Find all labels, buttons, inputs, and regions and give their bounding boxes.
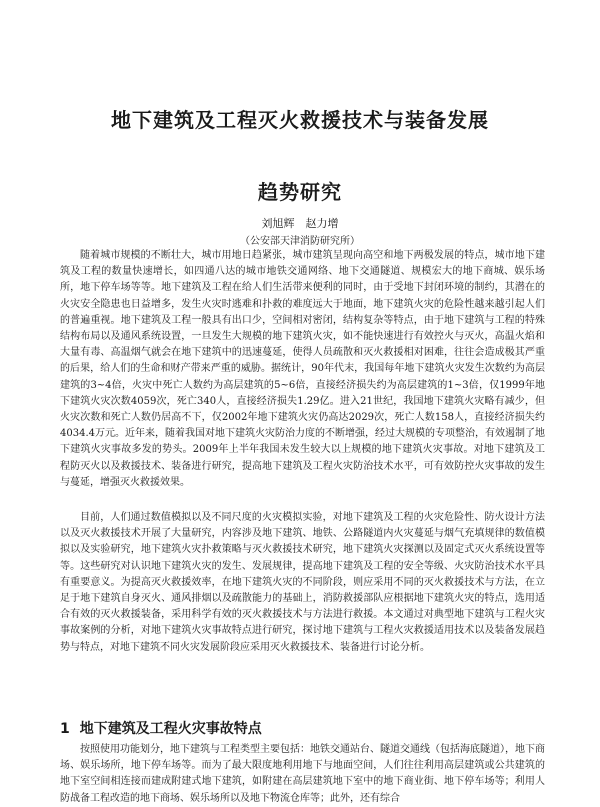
section1-paragraph: 按照使用功能划分，地下建筑与工程类型主要包括：地铁交通站台、隧道交通线（包括海底隧道），地下商场、娱乐场所，地下停车场等。而为了最大限度地利用地下与地面空间，人们往往利用高层建筑或公共建筑的地下室空间相连接而建成附建式地下建筑，如附建在高层建筑地下室中的地下商业街、地下停车场等；利用人防战备工程改造的地下商场、娱乐场所以及地下物流仓库等；此外，还有综合	[60, 744, 545, 804]
paper-title-line1: 地下建筑及工程灭火救援技术与装备发展	[111, 108, 489, 132]
section-heading	[60, 718, 262, 738]
research-status-paragraph: 目前，人们通过数值模拟以及不同尺度的火灾模拟实验，对地下建筑及工程的火灾危险性、防火设计方法以及灭火救援技术开展了大量研究，内容涉及地下建筑、地铁、公路隧道内火灾蔓延与烟气充填规律的数值模拟以及实验研究，地下建筑火灾扑救策略与灭火救援技术研究，地下建筑火灾探测以及固定式灭火系统设置等等。这些研究对认识地下建筑火灾的发生、发展规律，提高地下建筑及工程的安全等级、火灾防治技术水平具有重要意义。为提高灭火救援效率，在地下建筑火灾的不同阶段，则应采用不同的灭火救援技术与方法，在立足于地下建筑自身灭火、通风排烟以及疏散能力的基础上，消防救援部队应根据地下建筑火灾的特点，选用适合有效的灭火救援装备，采用科学有效的灭火救援技术与方法进行救援。本文通过对典型地下建筑与工程火灾事故案例的分析，对地下建筑火灾事故特点进行研究，探讨地下建筑与工程火灾救援适用技术以及装备发展趋势与特点，对地下建筑不同火灾发展阶段应采用灭火救援技术、装备进行讨论分析。	[60, 512, 545, 653]
author-names: 刘旭辉 赵力增	[261, 217, 339, 230]
intro-paragraph: 随着城市规模的不断壮大，城市用地日趋紧张，城市建筑呈现向高空和地下两极发展的特点，城市地下建筑及工程的数量快速增长，如四通八达的城市地铁交通网络、地下交通隧道、规模宏大的地下商城、娱乐场所，地下停车场等等。地下建筑及工程在给人们生活带来便利的同时，由于受地下封闭环境的制约，其潜在的火灾安全隐患也日益增多，发生火灾时逃难和扑救的难度远大于地面，地下建筑火灾的危险性越来越引起人们的普遍重视。地下建筑及工程一般具有出口少，空间相对密闭，结构复杂等特点，由于地下建筑与工程的特殊结构布局以及通风系统设置，一旦发生大规模的地下建筑火灾，如不能快速进行有效控火与灭火，高温火焰和大量有毒、高温烟气就会在地下建筑中的迅速蔓延，使得人员疏散和灭火救援相对困难，往往会造成极其严重的后果，给人们的生命和财产带来严重的威胁。据统计，90年代末，我国每年地下建筑火灾发生次数约为高层建筑的3~4倍，火灾中死亡人数约为高层建筑的5~6倍，直接经济损失约为高层建筑的1~3倍，仅1999年地下建筑火灾次数4059次，死亡340人，直接经济损失1.29亿。进入21世纪，我国地下建筑火灾略有减少，但火灾次数和死亡人数仍居高不下，仅2002年地下建筑火灾仍高达2029次，死亡人数158人，直接经济损失约4034.4万元。近年来，随着我国对地下建筑火灾防治力度的不断增强，经过大规模的专项整治，有效遏制了地下建筑火灾事故多发的势头。2009年上半年我国未发生较大以上规模的地下建筑火灾事故。对地下建筑及工程防灭火以及救援技术、装备进行研究，提高地下建筑及工程火灾防治技术水平，可有效防控火灾事故的发生与蔓延，增强灭火救援效果。	[60, 250, 545, 488]
intro-section	[60, 248, 545, 491]
paper-title-line2: 趋势研究	[258, 180, 342, 204]
section-number: 1	[60, 721, 70, 737]
section-title: 地下建筑及工程火灾事故特点	[79, 721, 262, 737]
research-status-section	[60, 510, 545, 656]
section1-body	[60, 742, 545, 807]
author-affiliation: （公安部天津消防研究所）	[240, 236, 360, 247]
